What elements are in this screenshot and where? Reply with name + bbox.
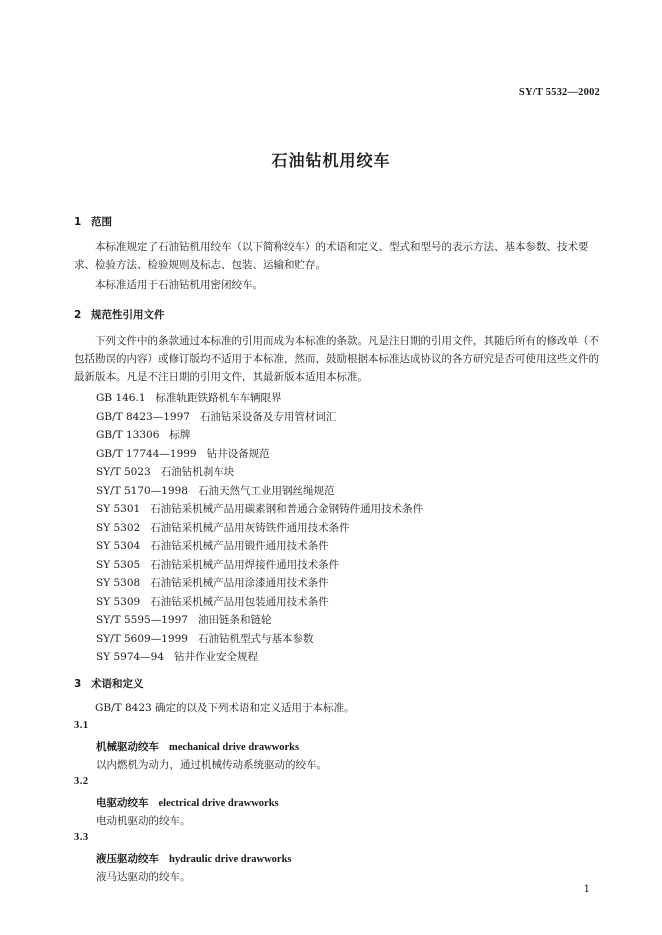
term-en: electrical drive drawworks xyxy=(158,798,279,809)
document-title: 石油钻机用绞车 xyxy=(271,151,391,170)
reference-item xyxy=(96,575,329,590)
reference-code: SY 5305 xyxy=(96,559,141,571)
reference-title: 石油钻采机械产品用灰铸铁件通用技术条件 xyxy=(150,522,350,534)
reference-item xyxy=(96,464,234,479)
reference-code: SY/T 5595—1997 xyxy=(96,614,188,626)
reference-title: 石油天然气工业用钢丝绳规范 xyxy=(197,485,335,497)
term-entry xyxy=(96,739,299,754)
reference-item xyxy=(96,538,329,553)
reference-code: GB/T 13306 xyxy=(96,429,160,441)
section-number: 1 xyxy=(74,216,82,228)
term-definition: 电动机驱动的绞车。 xyxy=(96,815,191,827)
reference-code: SY 5308 xyxy=(96,577,141,589)
reference-code: SY/T 5609—1999 xyxy=(96,633,188,645)
reference-title: 石油钻机刹车块 xyxy=(160,466,235,478)
term-zh: 液压驱动绞车 xyxy=(96,853,159,865)
section-heading-normative xyxy=(74,307,165,322)
reference-code: SY 5304 xyxy=(96,540,141,552)
reference-title: 石油钻采机械产品用碳素钢和普通合金钢铸件通用技术条件 xyxy=(150,503,424,515)
section-heading-terms xyxy=(74,676,144,691)
reference-code: GB/T 17744—1999 xyxy=(96,448,197,460)
reference-item xyxy=(96,631,313,646)
reference-item xyxy=(96,557,339,572)
reference-item xyxy=(96,594,329,609)
reference-item xyxy=(96,390,282,405)
reference-title: 石油钻机型式与基本参数 xyxy=(197,633,314,645)
term-number: 3.1 xyxy=(74,720,89,731)
normative-paragraph: 下列文件中的条款通过本标准的引用而成为本标准的条款。凡是注日期的引用文件，其随后所有的修改单（不包括勘误的内容）或修订版均不适用于本标准，然而，鼓励根据本标准达成协议的各方研究是否可使用这些文件的最新版本。凡是不注日期的引用文件，其最新版本适用本标准。 xyxy=(74,335,599,383)
section-number: 2 xyxy=(74,309,82,321)
term-zh: 电驱动绞车 xyxy=(96,797,149,809)
terms-intro: GB/T 8423 确定的以及下列术语和定义适用于本标准。 xyxy=(95,702,355,714)
reference-item xyxy=(96,501,423,516)
reference-item xyxy=(96,612,271,627)
section-title: 术语和定义 xyxy=(91,678,144,690)
reference-title: 石油钻采设备及专用管材词汇 xyxy=(199,411,337,423)
reference-item xyxy=(96,409,336,424)
term-definition: 以内燃机为动力，通过机械传动系统驱动的绞车。 xyxy=(96,759,327,771)
reference-code: SY 5302 xyxy=(96,522,141,534)
reference-code: SY 5309 xyxy=(96,596,141,608)
reference-title: 石油钻采机械产品用包装通用技术条件 xyxy=(150,596,329,608)
reference-title: 标准轨距铁路机车车辆限界 xyxy=(155,392,282,404)
reference-title: 石油钻采机械产品用涂漆通用技术条件 xyxy=(150,577,329,589)
reference-item xyxy=(96,520,350,535)
reference-code: SY/T 5023 xyxy=(96,466,151,478)
term-entry xyxy=(96,851,292,866)
term-number: 3.2 xyxy=(74,776,89,787)
section-number: 3 xyxy=(74,678,82,690)
term-en: mechanical drive drawworks xyxy=(169,742,300,753)
term-definition: 液马达驱动的绞车。 xyxy=(96,871,191,883)
reference-code: GB/T 8423—1997 xyxy=(96,411,190,423)
reference-code: SY 5301 xyxy=(96,503,141,515)
reference-item xyxy=(96,649,258,664)
reference-title: 石油钻采机械产品用焊接件通用技术条件 xyxy=(150,559,340,571)
reference-code: GB 146.1 xyxy=(96,392,146,404)
section-heading-scope xyxy=(74,214,112,229)
page-number: 1 xyxy=(583,884,590,895)
standard-number: SY/T 5532—2002 xyxy=(518,87,600,98)
reference-item xyxy=(96,446,270,461)
reference-title: 钻井作业安全规程 xyxy=(174,651,259,663)
reference-title: 标牌 xyxy=(169,429,191,441)
scope-paragraph-2: 本标准适用于石油钻机用密闭绞车。 xyxy=(95,279,263,291)
term-number: 3.3 xyxy=(74,832,89,843)
reference-code: SY 5974—94 xyxy=(96,651,165,663)
term-zh: 机械驱动绞车 xyxy=(96,741,159,753)
reference-code: SY/T 5170—1998 xyxy=(96,485,188,497)
section-title: 范围 xyxy=(91,216,112,228)
scope-paragraph-1: 本标准规定了石油钻机用绞车（以下简称绞车）的术语和定义、型式和型号的表示方法、基本参数、技术要求、检验方法、检验规则及标志、包装、运输和贮存。 xyxy=(74,241,589,271)
term-en: hydraulic drive drawworks xyxy=(169,854,292,865)
section-title: 规范性引用文件 xyxy=(91,309,165,321)
reference-title: 油田链条和链轮 xyxy=(197,614,272,626)
reference-title: 钻井设备规范 xyxy=(206,448,270,460)
reference-title: 石油钻采机械产品用锻件通用技术条件 xyxy=(150,540,329,552)
term-entry xyxy=(96,795,279,810)
reference-item xyxy=(96,427,190,442)
reference-item xyxy=(96,483,334,498)
